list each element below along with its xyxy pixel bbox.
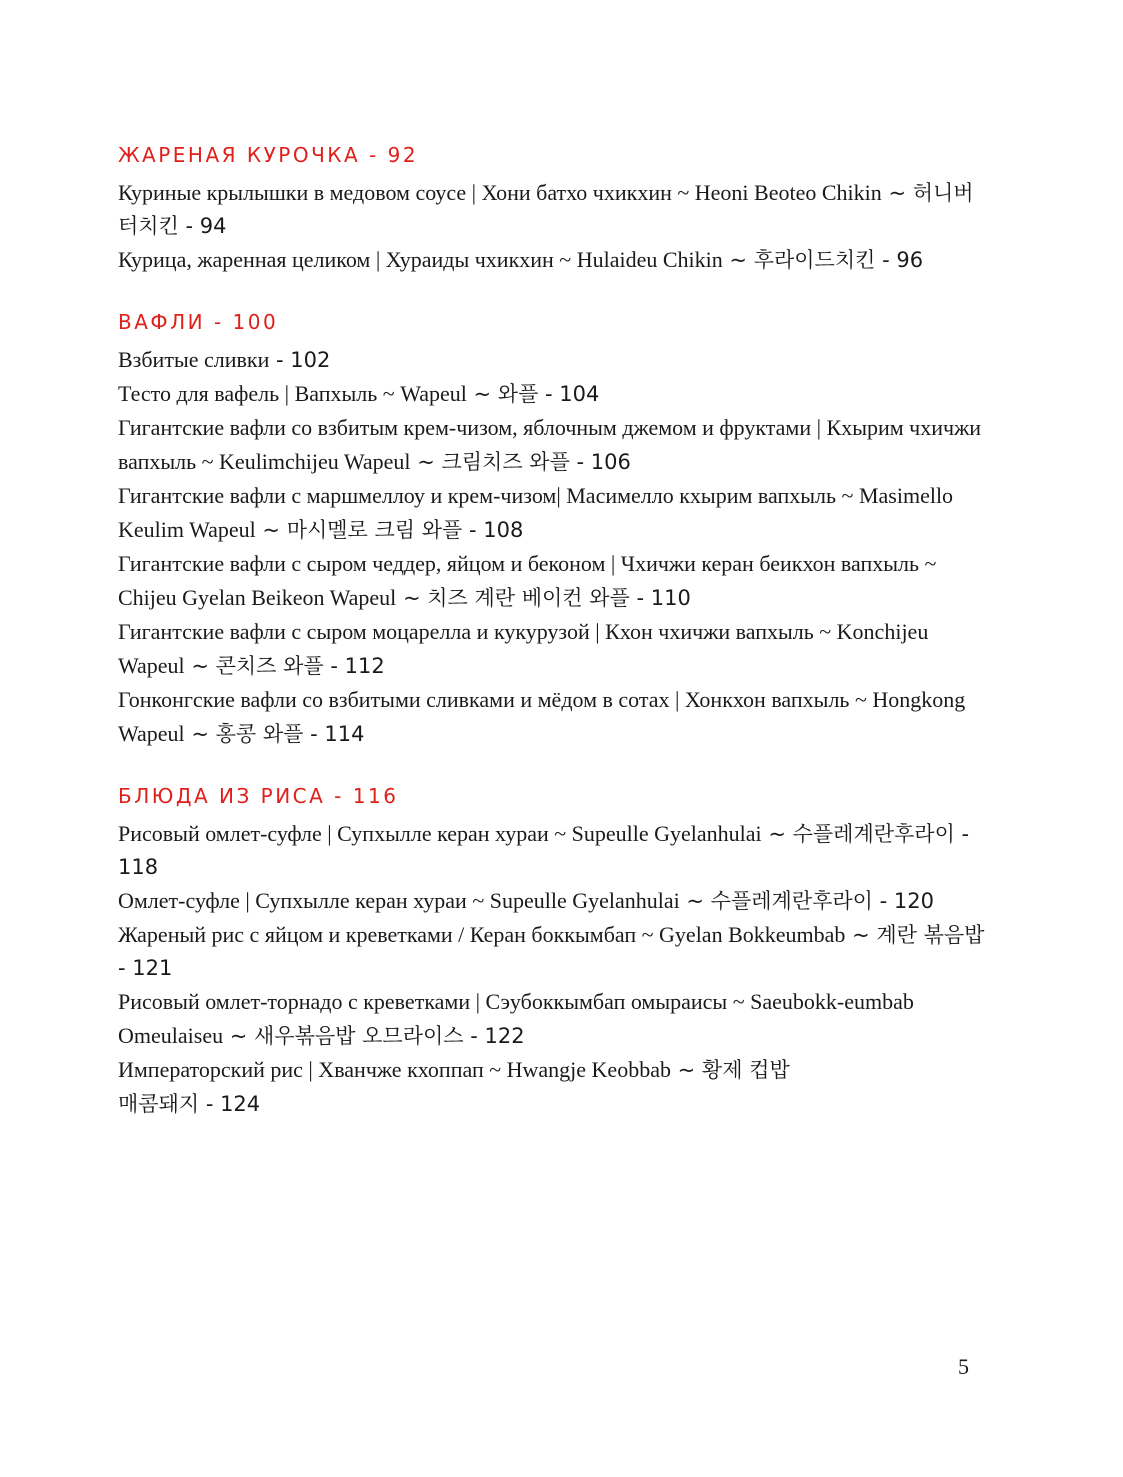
menu-item-korean-price: ~ 수플레계란후라이 - 120 [679, 889, 934, 913]
menu-item-text: Императорский рис | Хванчже кхоппап ~ Hwangje Keobbab [118, 1057, 671, 1082]
menu-item-korean-price: ~ 후라이드치킨 - 96 [722, 248, 924, 272]
menu-item-korean-price: ~ 치즈 계란 베이컨 와플 - 110 [396, 586, 691, 610]
menu-item [118, 1087, 988, 1121]
menu-item-korean-price: ~ 허니버터치킨 - 94 [118, 181, 974, 238]
section-waffles [118, 307, 988, 751]
section-title: ЖАРЕНАЯ КУРОЧКА - 92 [118, 143, 419, 167]
menu-item-text: Жареный рис с яйцом и креветками / Керан боккымбап ~ Gyelan Bokkeumbab [118, 922, 846, 947]
menu-item-text: Рисовый омлет-суфле | Супхылле керан хураи ~ Supeulle Gyelanhulai [118, 821, 762, 846]
menu-item-korean-price: 매콤돼지 - 124 [118, 1092, 261, 1116]
menu-item-text: Гигантские вафли с сыром моцарелла и кукурузой | Кхон чхичжи вапхыль ~ Konchijeu Wapeul [118, 619, 929, 678]
menu-item [118, 985, 988, 1053]
section-title: ВАФЛИ - 100 [118, 310, 279, 334]
menu-item-text: Взбитые сливки [118, 347, 270, 372]
menu-item [118, 683, 988, 751]
section-fried-chicken [118, 140, 988, 277]
menu-item-text: Омлет-суфле | Супхылле керан хураи ~ Supeulle Gyelanhulai [118, 888, 680, 913]
menu-item [118, 615, 988, 683]
menu-item [118, 343, 988, 377]
menu-item [118, 243, 988, 277]
menu-item [118, 547, 988, 615]
menu-item-korean-price: ~ 홍콩 와플 - 114 [184, 722, 365, 746]
menu-item [118, 918, 988, 985]
menu-item [118, 884, 988, 918]
section-title: БЛЮДА ИЗ РИСА - 116 [118, 784, 399, 808]
menu-item-korean-price: ~ 새우볶음밥 오므라이스 - 122 [223, 1024, 525, 1048]
menu-item-text: Гигантские вафли с сыром чеддер, яйцом и беконом | Чхичжи керан беикхон вапхыль ~ Chijeu Gyelan Beikeon Wapeul [118, 551, 937, 610]
menu-item-text: Куриные крылышки в медовом соусе | Хони батхо чхикхин ~ Heoni Beoteo Chikin [118, 180, 882, 205]
menu-item-korean-price: ~ 수플레계란후라이 - 118 [118, 822, 970, 879]
menu-item-korean-price: - 102 [269, 348, 331, 372]
menu-item-korean-price: ~ 황제 컵밥 [670, 1058, 790, 1082]
menu-item [118, 479, 988, 547]
page-number: 5 [958, 1354, 969, 1379]
menu-item-korean-price: ~ 와플 - 104 [466, 382, 600, 406]
menu-item-text: Курица, жаренная целиком | Хураиды чхикхин ~ Hulaideu Chikin [118, 247, 723, 272]
menu-item-text: Гигантские вафли со взбитым крем-чизом, яблочным джемом и фруктами | Кхырим чхичжи вапхыль ~ Keulimchijeu Wapeul [118, 415, 982, 474]
menu-item [118, 377, 988, 411]
menu-item-korean-price: ~ 계란 볶음밥 - 121 [118, 923, 985, 980]
menu-item [118, 176, 988, 243]
section-rice-dishes [118, 781, 988, 1121]
menu-item-text: Рисовый омлет-торнадо с креветками | Сэубоккымбап омыраисы ~ Saeubokk-eumbab Omeulaiseu [118, 989, 914, 1048]
menu-item [118, 411, 988, 479]
menu-page [118, 140, 988, 1151]
menu-item-korean-price: ~ 크림치즈 와플 - 106 [410, 450, 631, 474]
menu-item-korean-price: ~ 콘치즈 와플 - 112 [184, 654, 385, 678]
menu-item-text: Гигантские вафли с маршмеллоу и крем-чизом| Масимелло кхырим вапхыль ~ Masimello Keulim Wapeul [118, 483, 954, 542]
menu-item-text: Гонконгские вафли со взбитыми сливками и мёдом в сотах | Хонкхон вапхыль ~ Hongkong Wapeul [118, 687, 966, 746]
menu-item-text: Тесто для вафель | Вапхыль ~ Wapeul [118, 381, 467, 406]
menu-item [118, 1053, 988, 1087]
menu-item [118, 817, 988, 884]
menu-item-korean-price: ~ 마시멜로 크림 와플 - 108 [255, 518, 524, 542]
